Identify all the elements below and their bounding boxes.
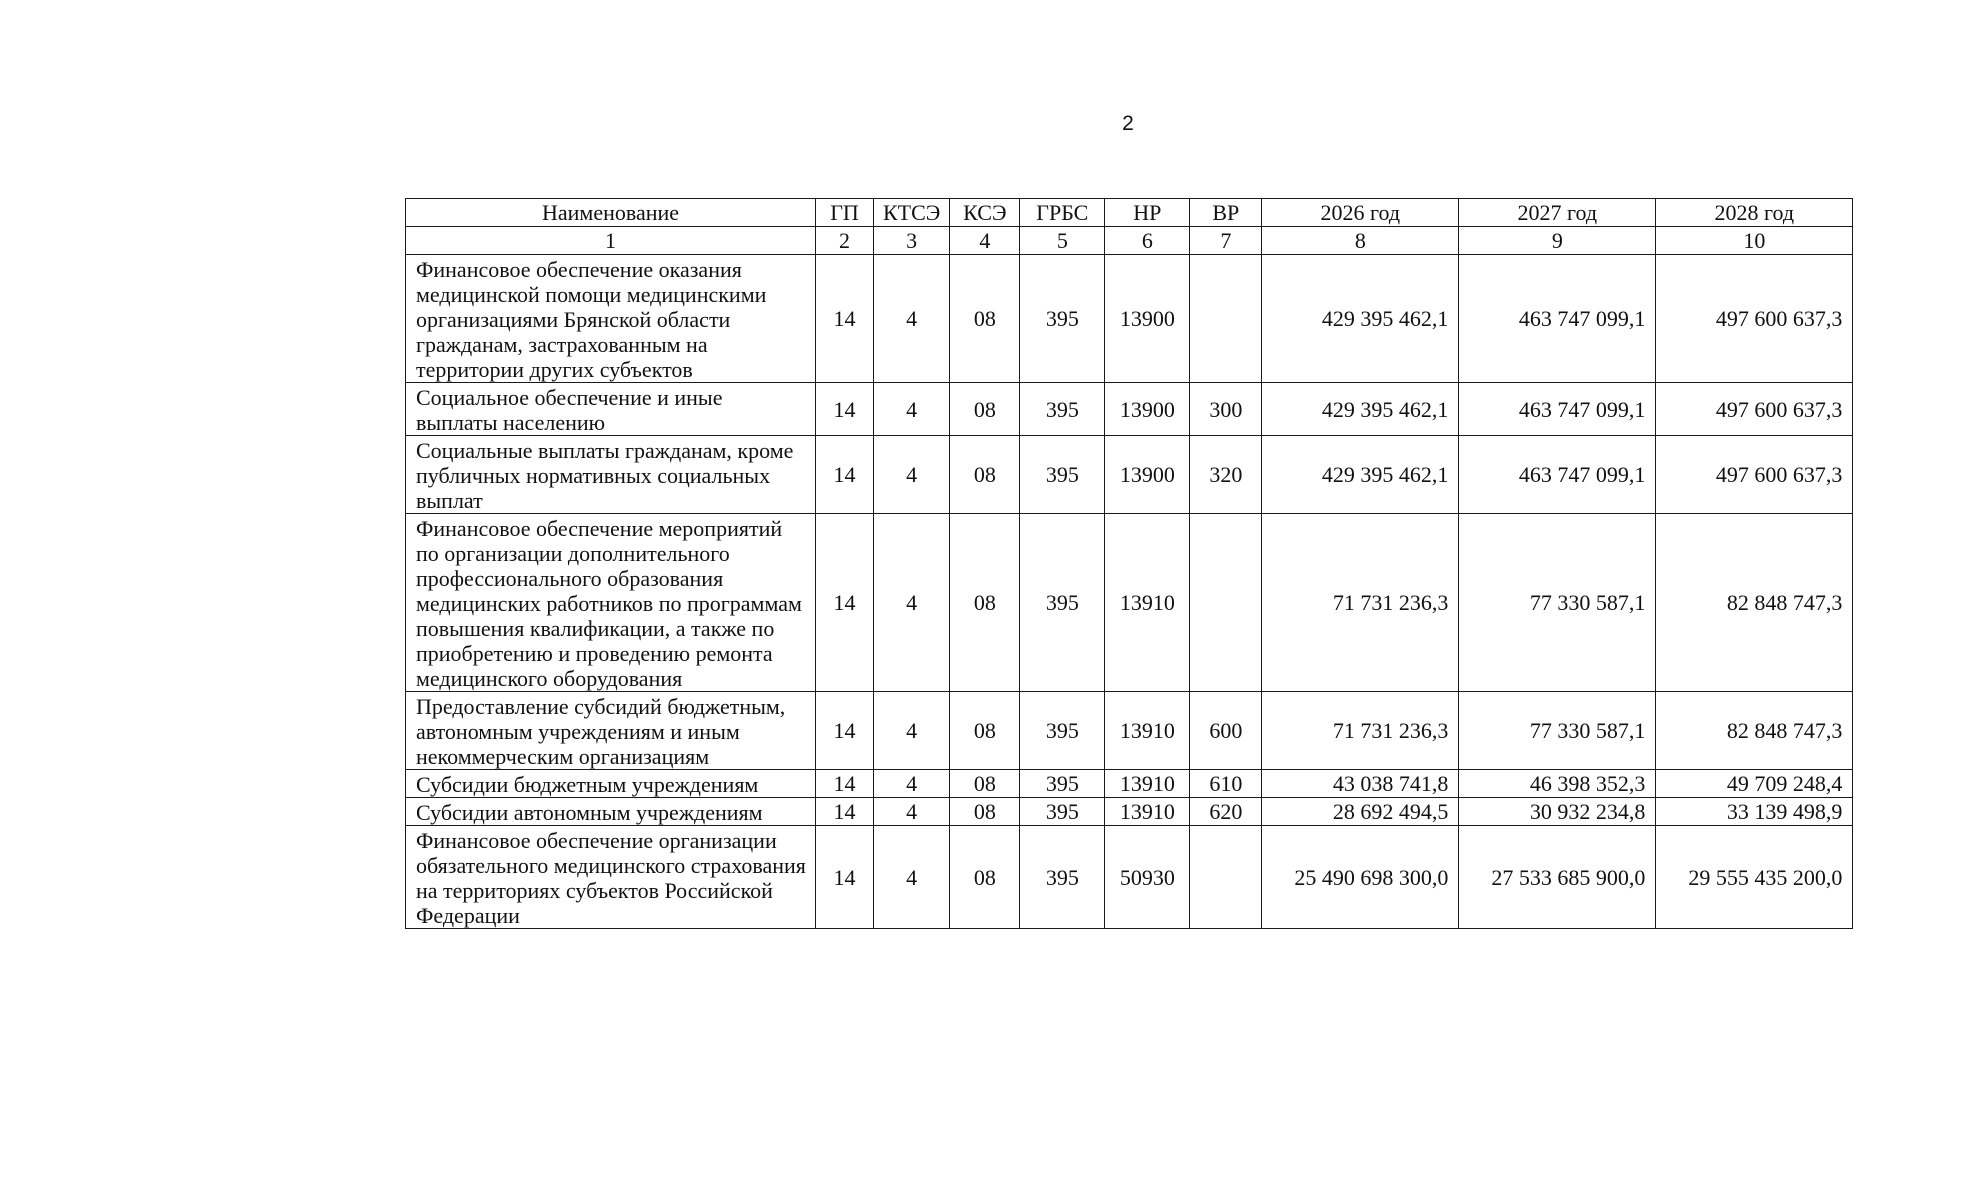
row-amount-2027: 46 398 352,3 xyxy=(1459,770,1656,798)
column-number-cell: 3 xyxy=(874,227,950,255)
row-amount-2026: 71 731 236,3 xyxy=(1262,514,1459,692)
budget-table xyxy=(405,198,1853,929)
row-nr: 13900 xyxy=(1105,383,1190,436)
header-cell-2026: 2026 год xyxy=(1262,199,1459,227)
row-nr: 13900 xyxy=(1105,436,1190,514)
row-grbs: 395 xyxy=(1020,770,1105,798)
row-name: Субсидии бюджетным учреждениям xyxy=(406,770,816,798)
row-gp: 14 xyxy=(816,770,874,798)
column-number-cell: 9 xyxy=(1459,227,1656,255)
row-grbs: 395 xyxy=(1020,798,1105,826)
table-row xyxy=(406,255,1853,383)
row-amount-2026: 28 692 494,5 xyxy=(1262,798,1459,826)
row-kse: 08 xyxy=(950,798,1020,826)
row-ktse: 4 xyxy=(874,436,950,514)
row-amount-2026: 429 395 462,1 xyxy=(1262,436,1459,514)
row-grbs: 395 xyxy=(1020,436,1105,514)
row-amount-2026: 429 395 462,1 xyxy=(1262,383,1459,436)
row-grbs: 395 xyxy=(1020,383,1105,436)
row-ktse: 4 xyxy=(874,692,950,770)
row-vr: 610 xyxy=(1190,770,1262,798)
row-grbs: 395 xyxy=(1020,692,1105,770)
table-row xyxy=(406,692,1853,770)
row-kse: 08 xyxy=(950,436,1020,514)
row-amount-2028: 29 555 435 200,0 xyxy=(1656,826,1853,929)
row-nr: 13910 xyxy=(1105,692,1190,770)
row-gp: 14 xyxy=(816,436,874,514)
row-amount-2028: 497 600 637,3 xyxy=(1656,436,1853,514)
row-name: Социальное обеспечение и иные выплаты населению xyxy=(406,383,816,436)
column-number-cell: 5 xyxy=(1020,227,1105,255)
row-nr: 13910 xyxy=(1105,514,1190,692)
row-nr: 50930 xyxy=(1105,826,1190,929)
row-nr: 13910 xyxy=(1105,770,1190,798)
row-amount-2027: 27 533 685 900,0 xyxy=(1459,826,1656,929)
row-kse: 08 xyxy=(950,770,1020,798)
row-gp: 14 xyxy=(816,692,874,770)
column-number-cell: 1 xyxy=(406,227,816,255)
row-name: Финансовое обеспечение оказания медицинской помощи медицинскими организациями Брянской области гражданам, застрахованным на территории других субъектов xyxy=(406,255,816,383)
row-gp: 14 xyxy=(816,798,874,826)
row-name: Финансовое обеспечение мероприятий по организации дополнительного профессионального образования медицинских работников по программам повышения квалификации, а также по приобретению и проведению ремонта медицинского оборудования xyxy=(406,514,816,692)
row-amount-2028: 82 848 747,3 xyxy=(1656,692,1853,770)
row-grbs: 395 xyxy=(1020,255,1105,383)
row-name: Предоставление субсидий бюджетным, автономным учреждениям и иным некоммерческим организациям xyxy=(406,692,816,770)
header-cell-2027: 2027 год xyxy=(1459,199,1656,227)
row-vr: 320 xyxy=(1190,436,1262,514)
header-cell-2028: 2028 год xyxy=(1656,199,1853,227)
row-amount-2026: 25 490 698 300,0 xyxy=(1262,826,1459,929)
column-number-row xyxy=(406,227,1853,255)
column-number-cell: 8 xyxy=(1262,227,1459,255)
row-ktse: 4 xyxy=(874,826,950,929)
row-name: Финансовое обеспечение организации обязательного медицинского страхования на территориях субъектов Российской Федерации xyxy=(406,826,816,929)
row-gp: 14 xyxy=(816,255,874,383)
row-amount-2028: 33 139 498,9 xyxy=(1656,798,1853,826)
row-amount-2028: 49 709 248,4 xyxy=(1656,770,1853,798)
row-ktse: 4 xyxy=(874,255,950,383)
row-amount-2028: 82 848 747,3 xyxy=(1656,514,1853,692)
row-amount-2027: 463 747 099,1 xyxy=(1459,255,1656,383)
header-cell-gp: ГП xyxy=(816,199,874,227)
header-cell-grbs: ГРБС xyxy=(1020,199,1105,227)
row-amount-2027: 463 747 099,1 xyxy=(1459,436,1656,514)
row-vr xyxy=(1190,826,1262,929)
row-ktse: 4 xyxy=(874,383,950,436)
row-gp: 14 xyxy=(816,514,874,692)
row-amount-2028: 497 600 637,3 xyxy=(1656,255,1853,383)
row-gp: 14 xyxy=(816,383,874,436)
row-kse: 08 xyxy=(950,514,1020,692)
row-amount-2026: 429 395 462,1 xyxy=(1262,255,1459,383)
column-number-cell: 2 xyxy=(816,227,874,255)
header-cell-name: Наименование xyxy=(406,199,816,227)
row-amount-2027: 77 330 587,1 xyxy=(1459,692,1656,770)
table-row xyxy=(406,436,1853,514)
table-row xyxy=(406,770,1853,798)
row-amount-2028: 497 600 637,3 xyxy=(1656,383,1853,436)
column-number-cell: 4 xyxy=(950,227,1020,255)
row-amount-2027: 463 747 099,1 xyxy=(1459,383,1656,436)
row-kse: 08 xyxy=(950,826,1020,929)
row-vr: 600 xyxy=(1190,692,1262,770)
row-grbs: 395 xyxy=(1020,514,1105,692)
table-row xyxy=(406,826,1853,929)
row-kse: 08 xyxy=(950,383,1020,436)
row-nr: 13900 xyxy=(1105,255,1190,383)
column-number-cell: 10 xyxy=(1656,227,1853,255)
header-row xyxy=(406,199,1853,227)
table-row xyxy=(406,514,1853,692)
row-ktse: 4 xyxy=(874,798,950,826)
column-number-cell: 7 xyxy=(1190,227,1262,255)
row-grbs: 395 xyxy=(1020,826,1105,929)
row-name: Социальные выплаты гражданам, кроме публичных нормативных социальных выплат xyxy=(406,436,816,514)
header-cell-kse: КСЭ xyxy=(950,199,1020,227)
table-row xyxy=(406,383,1853,436)
row-kse: 08 xyxy=(950,692,1020,770)
row-amount-2027: 30 932 234,8 xyxy=(1459,798,1656,826)
row-ktse: 4 xyxy=(874,514,950,692)
row-vr: 620 xyxy=(1190,798,1262,826)
row-amount-2026: 71 731 236,3 xyxy=(1262,692,1459,770)
row-nr: 13910 xyxy=(1105,798,1190,826)
page-number: 2 xyxy=(1122,112,1134,135)
row-ktse: 4 xyxy=(874,770,950,798)
row-kse: 08 xyxy=(950,255,1020,383)
header-cell-ktse: КТСЭ xyxy=(874,199,950,227)
row-name: Субсидии автономным учреждениям xyxy=(406,798,816,826)
row-amount-2027: 77 330 587,1 xyxy=(1459,514,1656,692)
row-vr xyxy=(1190,255,1262,383)
table-row xyxy=(406,798,1853,826)
row-amount-2026: 43 038 741,8 xyxy=(1262,770,1459,798)
header-cell-vr: ВР xyxy=(1190,199,1262,227)
header-cell-nr: НР xyxy=(1105,199,1190,227)
row-gp: 14 xyxy=(816,826,874,929)
row-vr xyxy=(1190,514,1262,692)
row-vr: 300 xyxy=(1190,383,1262,436)
column-number-cell: 6 xyxy=(1105,227,1190,255)
